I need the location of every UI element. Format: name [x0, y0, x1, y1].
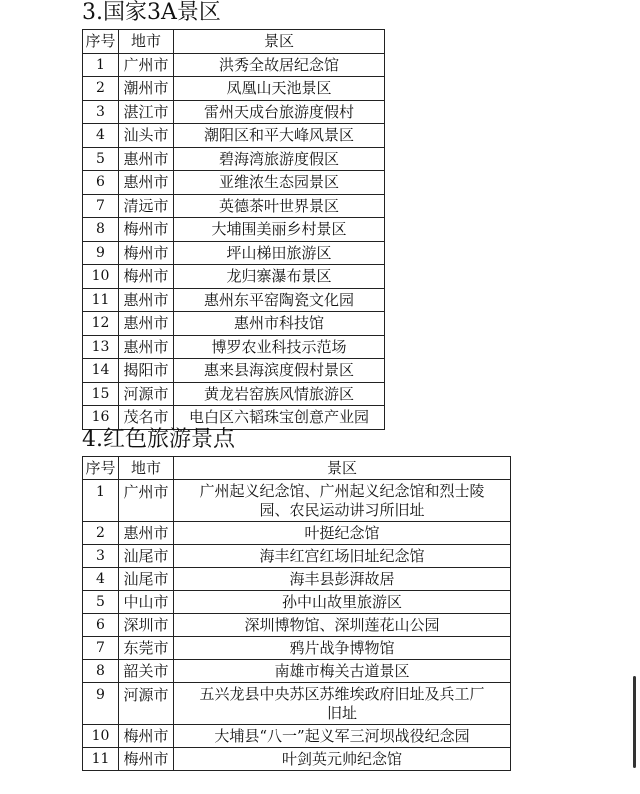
row-city: 梅州市 — [119, 265, 174, 289]
row-number: 11 — [83, 748, 119, 771]
row-city: 惠州市 — [119, 171, 174, 195]
row-scenic-area: 大埔围美丽乡村景区 — [174, 218, 385, 242]
table-row — [83, 241, 385, 265]
header-number: 序号 — [83, 457, 119, 480]
header-city: 地市 — [119, 30, 174, 54]
row-number: 9 — [83, 241, 119, 265]
row-city: 惠州市 — [119, 522, 174, 545]
row-scenic-area: 孙中山故里旅游区 — [174, 591, 511, 614]
row-number: 4 — [83, 568, 119, 591]
table-row — [83, 171, 385, 195]
row-city: 惠州市 — [119, 335, 174, 359]
table-row — [83, 522, 511, 545]
vertical-scrollbar[interactable] — [633, 676, 636, 768]
row-number: 3 — [83, 545, 119, 568]
row-scenic-area: 亚维浓生态园景区 — [174, 171, 385, 195]
row-number: 4 — [83, 124, 119, 148]
row-scenic-area: 惠州市科技馆 — [174, 312, 385, 336]
row-scenic-area: 大埔县“八一”起义军三河坝战役纪念园 — [174, 725, 511, 748]
row-city: 河源市 — [119, 683, 174, 725]
row-scenic-area: 雷州天成台旅游度假村 — [174, 100, 385, 124]
table-header-row — [83, 30, 385, 54]
table-row — [83, 545, 511, 568]
row-number: 7 — [83, 194, 119, 218]
row-scenic-area: 洪秀全故居纪念馆 — [174, 53, 385, 77]
row-scenic-area: 鸦片战争博物馆 — [174, 637, 511, 660]
red-tourism-sites-table — [82, 456, 511, 771]
table-row — [83, 406, 385, 430]
row-number: 10 — [83, 725, 119, 748]
row-city: 惠州市 — [119, 147, 174, 171]
row-city: 清远市 — [119, 194, 174, 218]
row-city: 梅州市 — [119, 748, 174, 771]
row-scenic-area: 碧海湾旅游度假区 — [174, 147, 385, 171]
row-scenic-area: 黄龙岩窑族风情旅游区 — [174, 382, 385, 406]
table-row — [83, 568, 511, 591]
row-scenic-area: 英德茶叶世界景区 — [174, 194, 385, 218]
row-city: 惠州市 — [119, 312, 174, 336]
row-scenic-area: 潮阳区和平大峰风景区 — [174, 124, 385, 148]
table-row — [83, 591, 511, 614]
row-number: 9 — [83, 683, 119, 725]
row-scenic-area: 惠来县海滨度假村景区 — [174, 359, 385, 383]
row-number: 10 — [83, 265, 119, 289]
row-city: 广州市 — [119, 480, 174, 522]
row-city: 梅州市 — [119, 241, 174, 265]
section-3-title: 3.国家3A景区 — [82, 0, 221, 25]
header-scenic-area: 景区 — [174, 457, 511, 480]
row-scenic-area: 海丰红宫红场旧址纪念馆 — [174, 545, 511, 568]
row-number: 2 — [83, 522, 119, 545]
row-number: 8 — [83, 218, 119, 242]
table-row — [83, 53, 385, 77]
table-row — [83, 660, 511, 683]
table-row — [83, 359, 385, 383]
table-row — [83, 725, 511, 748]
row-city: 河源市 — [119, 382, 174, 406]
row-number: 5 — [83, 147, 119, 171]
row-scenic-area: 惠州东平窑陶瓷文化园 — [174, 288, 385, 312]
row-number: 6 — [83, 614, 119, 637]
table-row — [83, 335, 385, 359]
table-row — [83, 218, 385, 242]
table-row — [83, 288, 385, 312]
row-number: 1 — [83, 53, 119, 77]
row-number: 5 — [83, 591, 119, 614]
row-number: 6 — [83, 171, 119, 195]
row-scenic-area: 叶挺纪念馆 — [174, 522, 511, 545]
row-number: 7 — [83, 637, 119, 660]
row-number: 14 — [83, 359, 119, 383]
row-city: 汕头市 — [119, 124, 174, 148]
table-row — [83, 382, 385, 406]
row-city: 广州市 — [119, 53, 174, 77]
table-row — [83, 147, 385, 171]
row-number: 16 — [83, 406, 119, 430]
row-city: 汕尾市 — [119, 545, 174, 568]
header-scenic-area: 景区 — [174, 30, 385, 54]
row-number: 1 — [83, 480, 119, 522]
table-row — [83, 100, 385, 124]
row-city: 中山市 — [119, 591, 174, 614]
row-number: 2 — [83, 77, 119, 101]
row-number: 15 — [83, 382, 119, 406]
row-city: 揭阳市 — [119, 359, 174, 383]
3a-scenic-areas-table — [82, 29, 385, 430]
row-scenic-area: 凤凰山天池景区 — [174, 77, 385, 101]
table-row — [83, 77, 385, 101]
header-city: 地市 — [119, 457, 174, 480]
row-city: 潮州市 — [119, 77, 174, 101]
row-number: 11 — [83, 288, 119, 312]
row-city: 深圳市 — [119, 614, 174, 637]
row-scenic-area-line1: 五兴龙县中央苏区苏维埃政府旧址及兵工厂 — [199, 684, 485, 703]
row-scenic-area — [174, 683, 511, 725]
row-scenic-area-line2: 园、农民运动讲习所旧址 — [259, 500, 425, 519]
row-scenic-area-line2: 旧址 — [326, 703, 357, 722]
row-scenic-area: 龙归寨瀑布景区 — [174, 265, 385, 289]
table-row — [83, 124, 385, 148]
row-city: 茂名市 — [119, 406, 174, 430]
table-row — [83, 614, 511, 637]
row-city: 湛江市 — [119, 100, 174, 124]
table-row — [83, 194, 385, 218]
row-scenic-area — [174, 480, 511, 522]
row-number: 13 — [83, 335, 119, 359]
row-scenic-area: 深圳博物馆、深圳莲花山公园 — [174, 614, 511, 637]
table-header-row — [83, 457, 511, 480]
table-row — [83, 480, 511, 522]
row-number: 12 — [83, 312, 119, 336]
row-number: 8 — [83, 660, 119, 683]
row-city: 韶关市 — [119, 660, 174, 683]
table-row — [83, 312, 385, 336]
row-scenic-area-line1: 广州起义纪念馆、广州起义纪念馆和烈士陵 — [199, 481, 485, 500]
row-city: 东莞市 — [119, 637, 174, 660]
row-scenic-area: 海丰县彭湃故居 — [174, 568, 511, 591]
table-row — [83, 265, 385, 289]
row-number: 3 — [83, 100, 119, 124]
row-city: 梅州市 — [119, 218, 174, 242]
row-city: 惠州市 — [119, 288, 174, 312]
row-city: 梅州市 — [119, 725, 174, 748]
row-city: 汕尾市 — [119, 568, 174, 591]
row-scenic-area: 坪山梯田旅游区 — [174, 241, 385, 265]
row-scenic-area: 博罗农业科技示范场 — [174, 335, 385, 359]
row-scenic-area: 叶剑英元帅纪念馆 — [174, 748, 511, 771]
table-row — [83, 748, 511, 771]
table-row — [83, 637, 511, 660]
header-number: 序号 — [83, 30, 119, 54]
row-scenic-area: 电白区六韬珠宝创意产业园 — [174, 406, 385, 430]
table-row — [83, 683, 511, 725]
row-scenic-area: 南雄市梅关古道景区 — [174, 660, 511, 683]
section-4-title: 4.红色旅游景点 — [82, 427, 235, 452]
